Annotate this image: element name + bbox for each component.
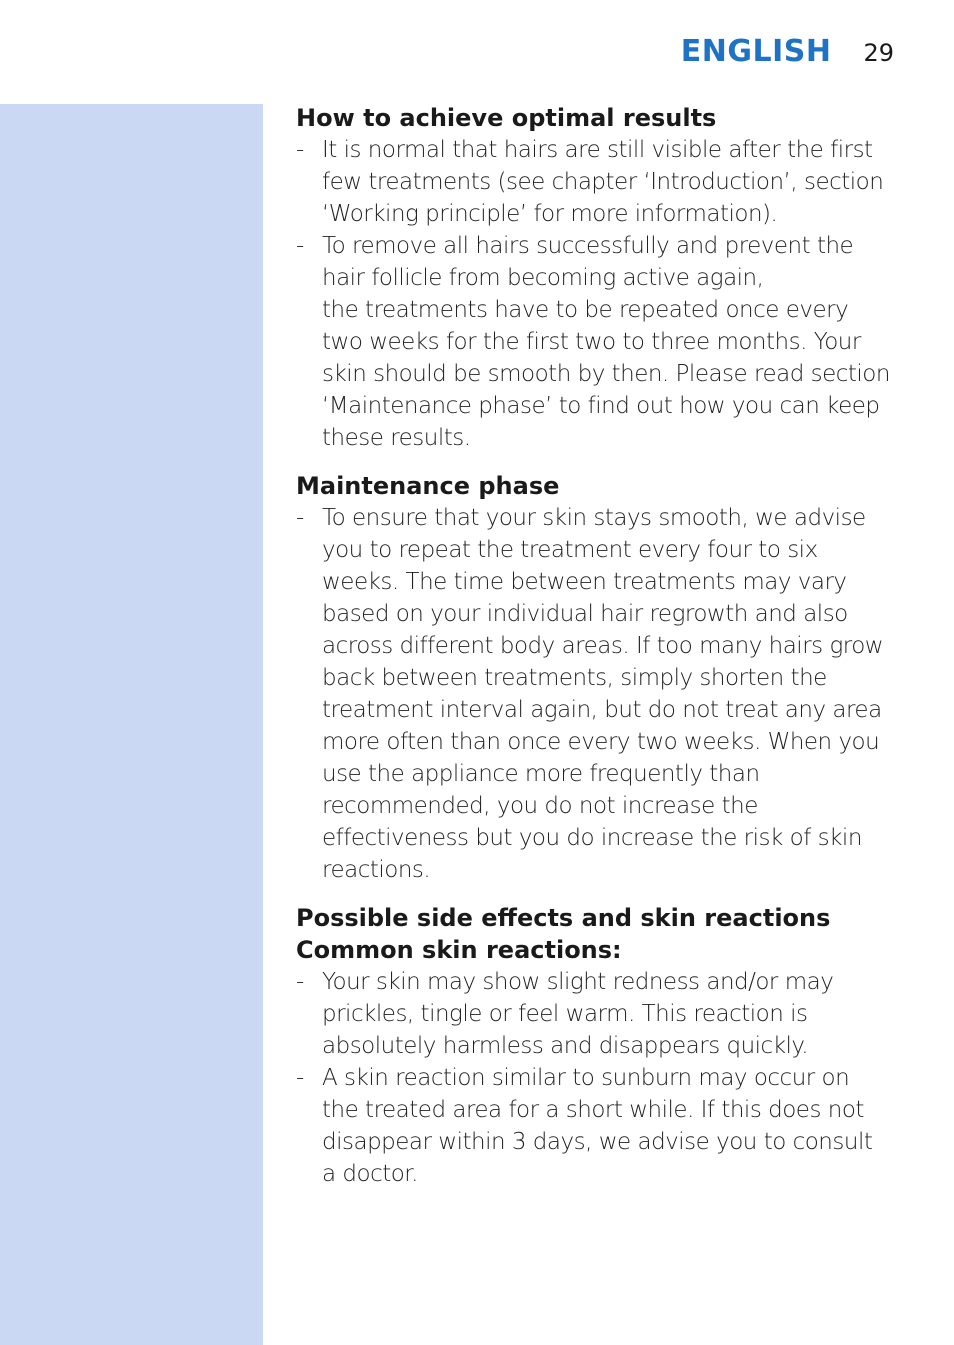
page-content: [296, 102, 892, 1206]
language-label: ENGLISH: [680, 34, 832, 69]
list-item-text: the treatments have to be repeated once every two weeks for the first two to three months. Your skin should be smooth by then. Please read section ‘Maintenance phase’ to find out how you can keep these results.: [322, 297, 890, 451]
list-item: - Your skin may show slight redness and/or may prickles, tingle or feel warm. This reaction is absolutely harmless and disappears quickly.: [296, 966, 892, 1062]
page-header: [681, 34, 894, 69]
section-subtitle: Common skin reactions:: [296, 936, 622, 964]
bullet-list: [296, 502, 892, 886]
section-title: How to achieve optimal results: [296, 104, 717, 132]
section-title: Maintenance phase: [296, 472, 560, 500]
list-item: - To ensure that your skin stays smooth, we advise you to repeat the treatment every four to six weeks. The time between treatments may vary based on your individual hair regrowth and also across different body areas. If too many hairs grow back between treatments, simply shorten the treatment interval again, but do not treat any area more often than once every two weeks. When you use the appliance more frequently than recommended, you do not increase the effectiveness but you do increase the risk of skin reactions.: [296, 502, 892, 886]
bullet-list: [296, 134, 892, 454]
page-number: 29: [863, 39, 894, 67]
list-item: [296, 230, 892, 454]
section-optimal-results: [296, 102, 892, 454]
list-item: - It is normal that hairs are still visible after the first few treatments (see chapter ‘Introduction’, section ‘Working principle’ for more information).: [296, 134, 892, 230]
section-title: Possible side effects and skin reactions: [296, 904, 831, 932]
section-maintenance-phase: [296, 470, 892, 886]
bullet-list: [296, 966, 892, 1190]
section-side-effects: [296, 902, 892, 1190]
side-panel: [0, 104, 263, 1345]
list-item: - A skin reaction similar to sunburn may occur on the treated area for a short while. If this does not disappear within 3 days, we advise you to consult a doctor.: [296, 1062, 892, 1190]
list-item-text: - To remove all hairs successfully and prevent the hair follicle from becoming active again,: [322, 233, 854, 291]
